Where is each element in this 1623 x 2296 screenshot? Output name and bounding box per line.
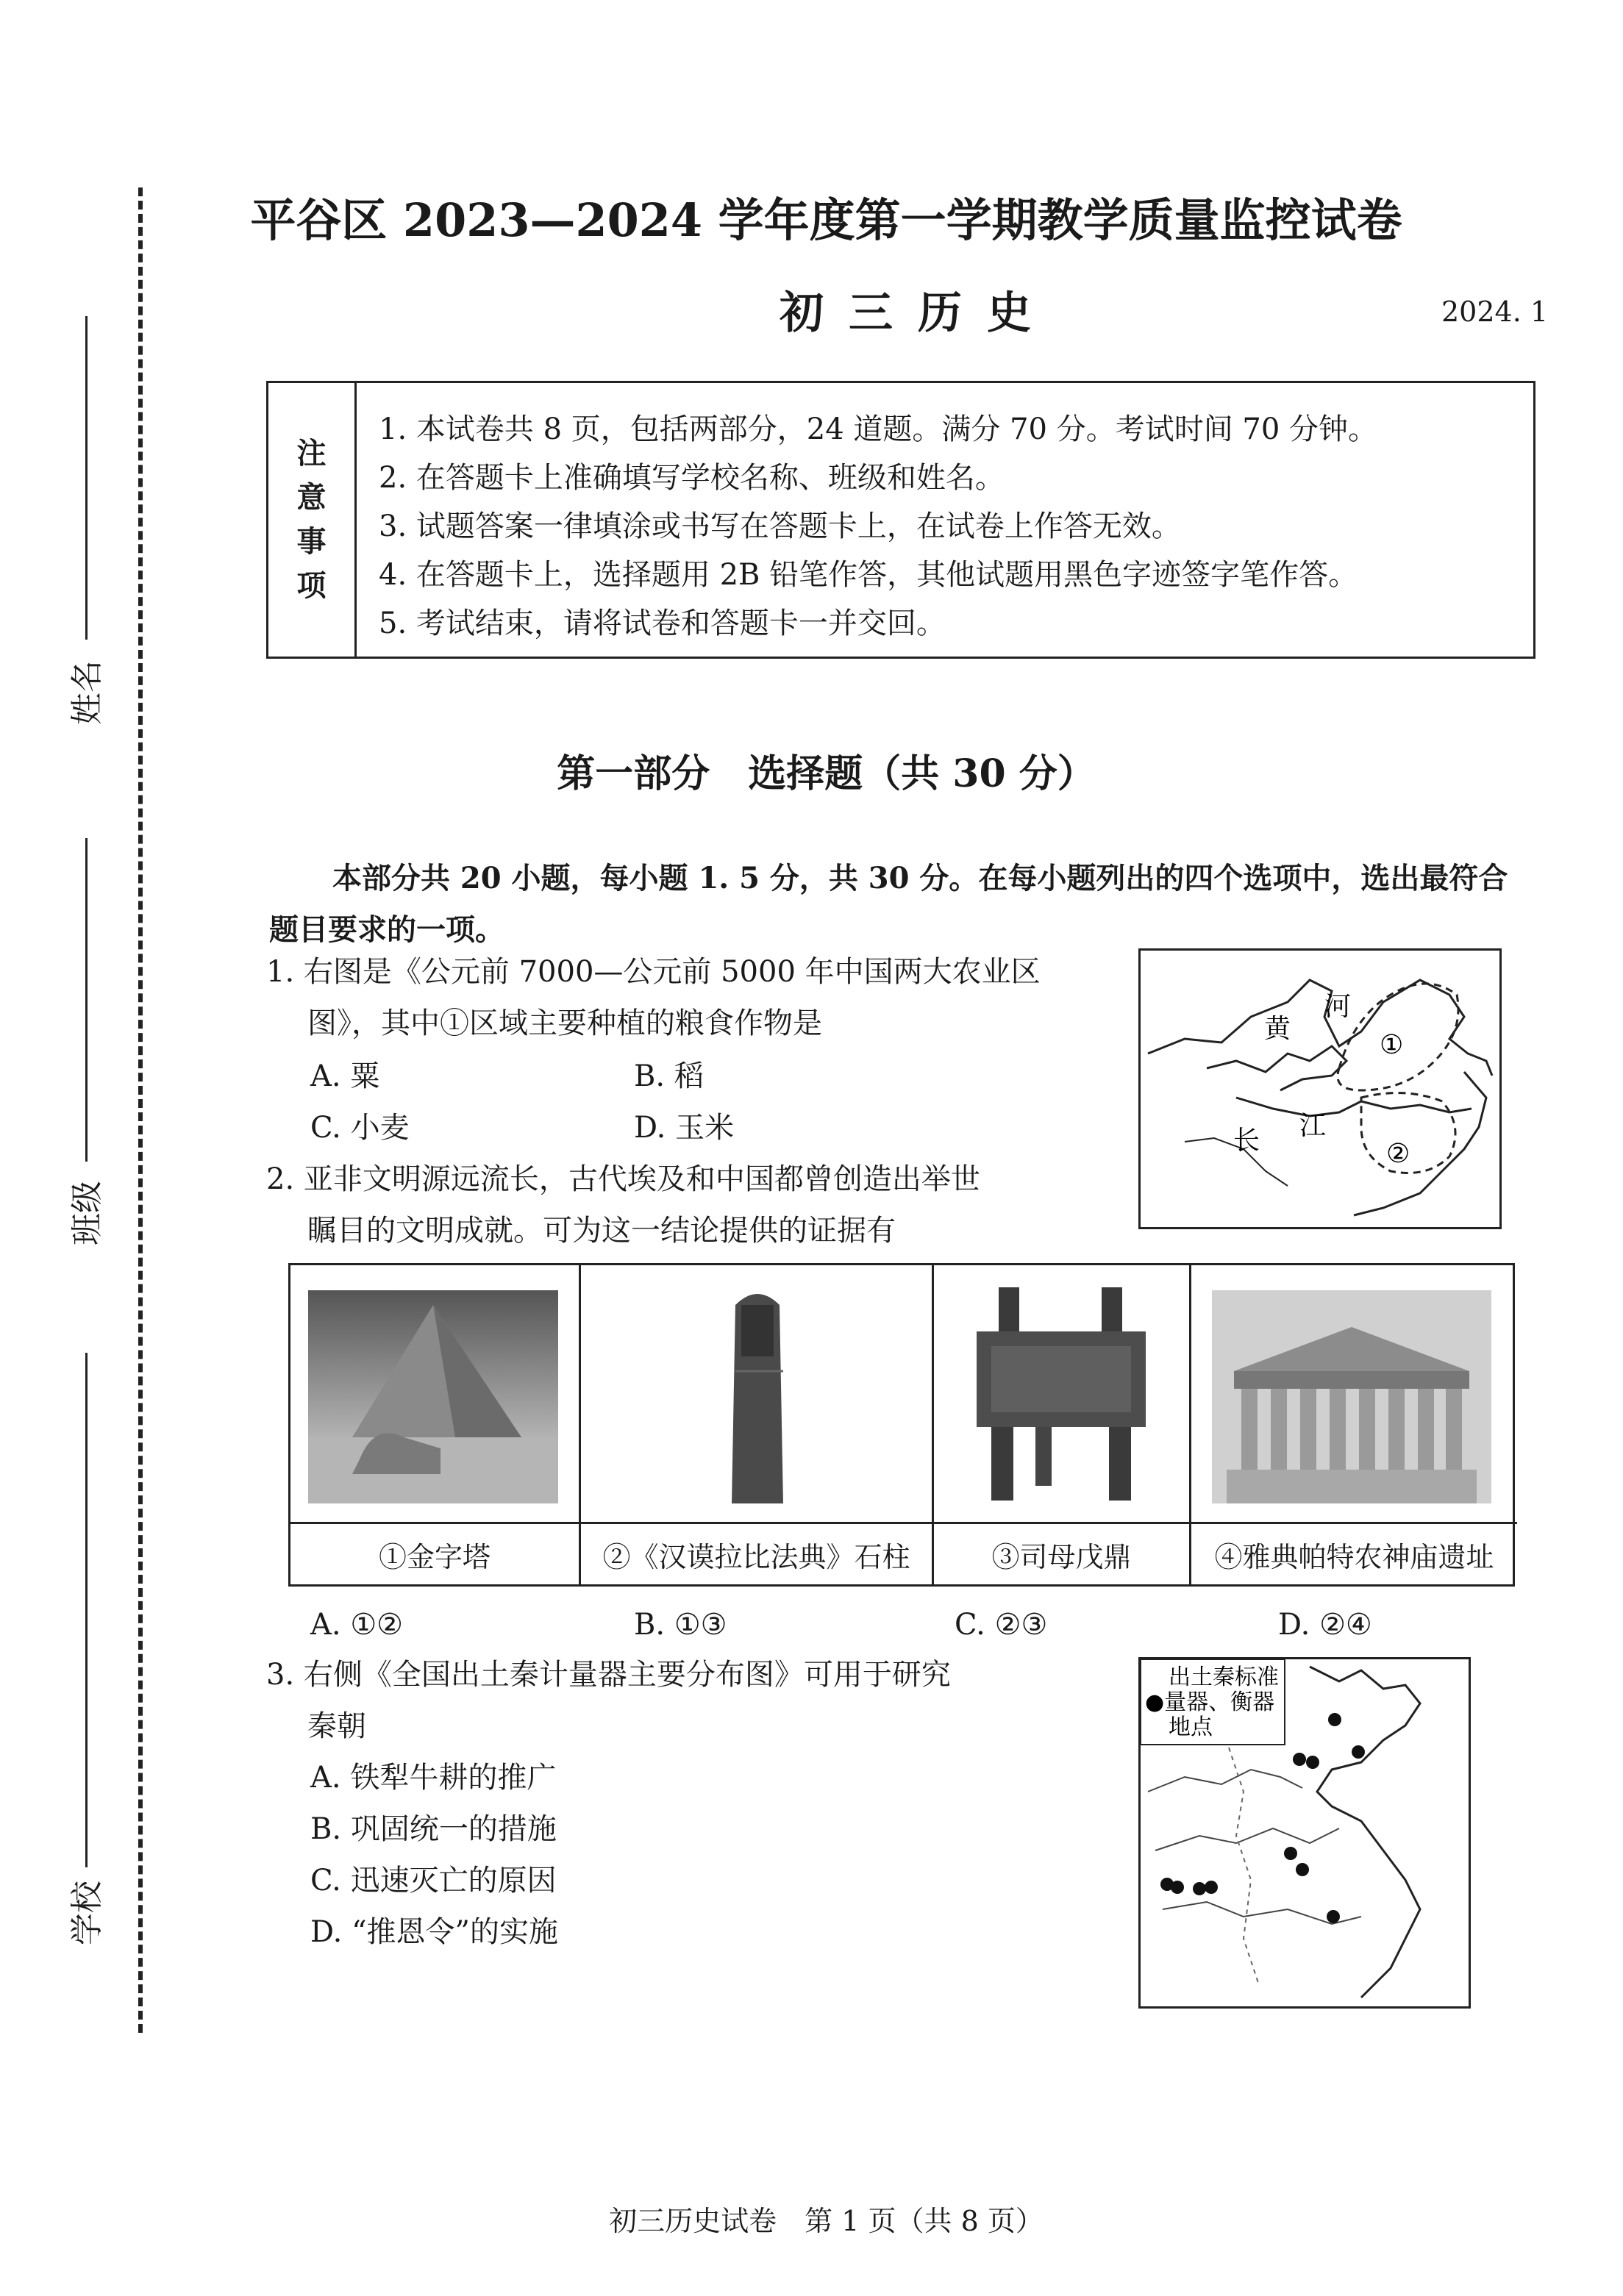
exam-title: 平谷区 2023—2024 学年度第一学期教学质量监控试卷 <box>250 193 1402 247</box>
name-label: 姓名 <box>68 660 106 725</box>
q2-option-d: D. ②④ <box>1278 1608 1372 1642</box>
notice-box <box>266 381 1535 659</box>
page-footer: 初三历史试卷 第 1 页（共 8 页） <box>609 2205 1044 2237</box>
svg-text:①: ① <box>1380 1030 1404 1060</box>
q1-option-d: D. 玉米 <box>634 1111 735 1145</box>
binding-dashed-line <box>138 187 143 2033</box>
q1-stem-line1: 1. 右图是《公元前 7000—公元前 5000 年中国两大农业区 <box>266 955 1041 989</box>
svg-text:出土秦标准: 出土秦标准 <box>1169 1664 1279 1690</box>
q2-stem-line1: 2. 亚非文明源远流长，古代埃及和中国都曾创造出举世 <box>266 1162 980 1196</box>
q1-option-c: C. 小麦 <box>310 1111 410 1145</box>
q2-caption-2: ②《汉谟拉比法典》石柱 <box>581 1522 932 1584</box>
q3-qin-measure-map <box>1138 1657 1471 2009</box>
svg-text:江: 江 <box>1299 1111 1327 1141</box>
school-write-line <box>85 1353 88 1867</box>
school-label: 学校 <box>68 1881 106 1945</box>
q3-option-d: D. “推恩令”的实施 <box>310 1915 558 1949</box>
q3-stem-line2: 秦朝 <box>307 1709 366 1743</box>
exam-subtitle: 初三历史 <box>780 287 1056 339</box>
bronze-ding-photo-icon <box>955 1287 1168 1508</box>
q2-stem-line2: 瞩目的文明成就。可为这一结论提供的证据有 <box>307 1214 896 1248</box>
class-label: 班级 <box>68 1181 106 1245</box>
svg-text:地点: 地点 <box>1169 1714 1213 1740</box>
q2-image-table <box>288 1263 1515 1587</box>
svg-text:●量器、衡器: ●量器、衡器 <box>1145 1689 1275 1715</box>
qin-distribution-map-icon <box>1141 1659 1469 2006</box>
q3-option-a: A. 铁犁牛耕的推广 <box>310 1761 557 1795</box>
notice-item: 2. 在答题卡上准确填写学校名称、班级和姓名。 <box>379 461 1005 495</box>
section-title: 第一部分 选择题（共 30 分） <box>557 751 1096 796</box>
svg-text:②: ② <box>1386 1139 1410 1169</box>
q1-option-a: A. 粟 <box>310 1059 380 1093</box>
pyramid-photo-icon <box>308 1290 558 1503</box>
q2-caption-3: ③司母戊鼎 <box>934 1522 1189 1584</box>
china-agriculture-map-icon <box>1141 951 1499 1227</box>
q1-option-b: B. 稻 <box>634 1059 704 1093</box>
notice-item: 1. 本试卷共 8 页，包括两部分，24 道题。满分 70 分。考试时间 70 分钟。 <box>379 412 1378 446</box>
parthenon-photo-icon <box>1212 1290 1491 1503</box>
notice-item: 5. 考试结束，请将试卷和答题卡一并交回。 <box>379 607 946 640</box>
notice-item: 4. 在答题卡上，选择题用 2B 铅笔作答，其他试题用黑色字迹签字笔作答。 <box>379 558 1358 592</box>
q3-option-c: C. 迅速灭亡的原因 <box>310 1864 557 1898</box>
svg-text:黄: 黄 <box>1264 1014 1291 1044</box>
q3-option-b: B. 巩固统一的措施 <box>310 1812 557 1846</box>
notice-items <box>379 405 1377 648</box>
q2-cell-hammurabi <box>581 1265 934 1584</box>
q2-cell-parthenon <box>1191 1265 1517 1584</box>
q2-option-a: A. ①② <box>310 1608 404 1642</box>
q3-stem-line1: 3. 右侧《全国出土秦计量器主要分布图》可用于研究 <box>266 1658 951 1692</box>
name-write-line <box>85 316 88 640</box>
exam-date: 2024. 1 <box>1441 296 1549 328</box>
q2-cell-pyramid <box>290 1265 581 1584</box>
class-write-line <box>85 838 88 1162</box>
svg-text:河: 河 <box>1324 992 1352 1022</box>
q2-cell-ding <box>934 1265 1191 1584</box>
q1-agriculture-map <box>1138 948 1502 1229</box>
q1-stem-line2: 图》，其中①区域主要种植的粮食作物是 <box>307 1006 822 1040</box>
svg-text:长: 长 <box>1233 1126 1260 1156</box>
q2-option-b: B. ①③ <box>634 1608 727 1642</box>
section-intro: 本部分共 20 小题，每小题 1. 5 分，共 30 分。在每小题列出的四个选项中，选出最符合题目要求的一项。 <box>269 861 1508 947</box>
notice-item: 3. 试题答案一律填涂或书写在答题卡上，在试卷上作答无效。 <box>379 509 1181 543</box>
stele-photo-icon <box>713 1283 802 1511</box>
q2-caption-1: ①金字塔 <box>290 1522 579 1584</box>
q2-caption-4: ④雅典帕特农神庙遗址 <box>1191 1522 1517 1584</box>
notice-heading: 注 意 事 项 <box>268 383 357 657</box>
q2-option-c: C. ②③ <box>955 1608 1048 1642</box>
